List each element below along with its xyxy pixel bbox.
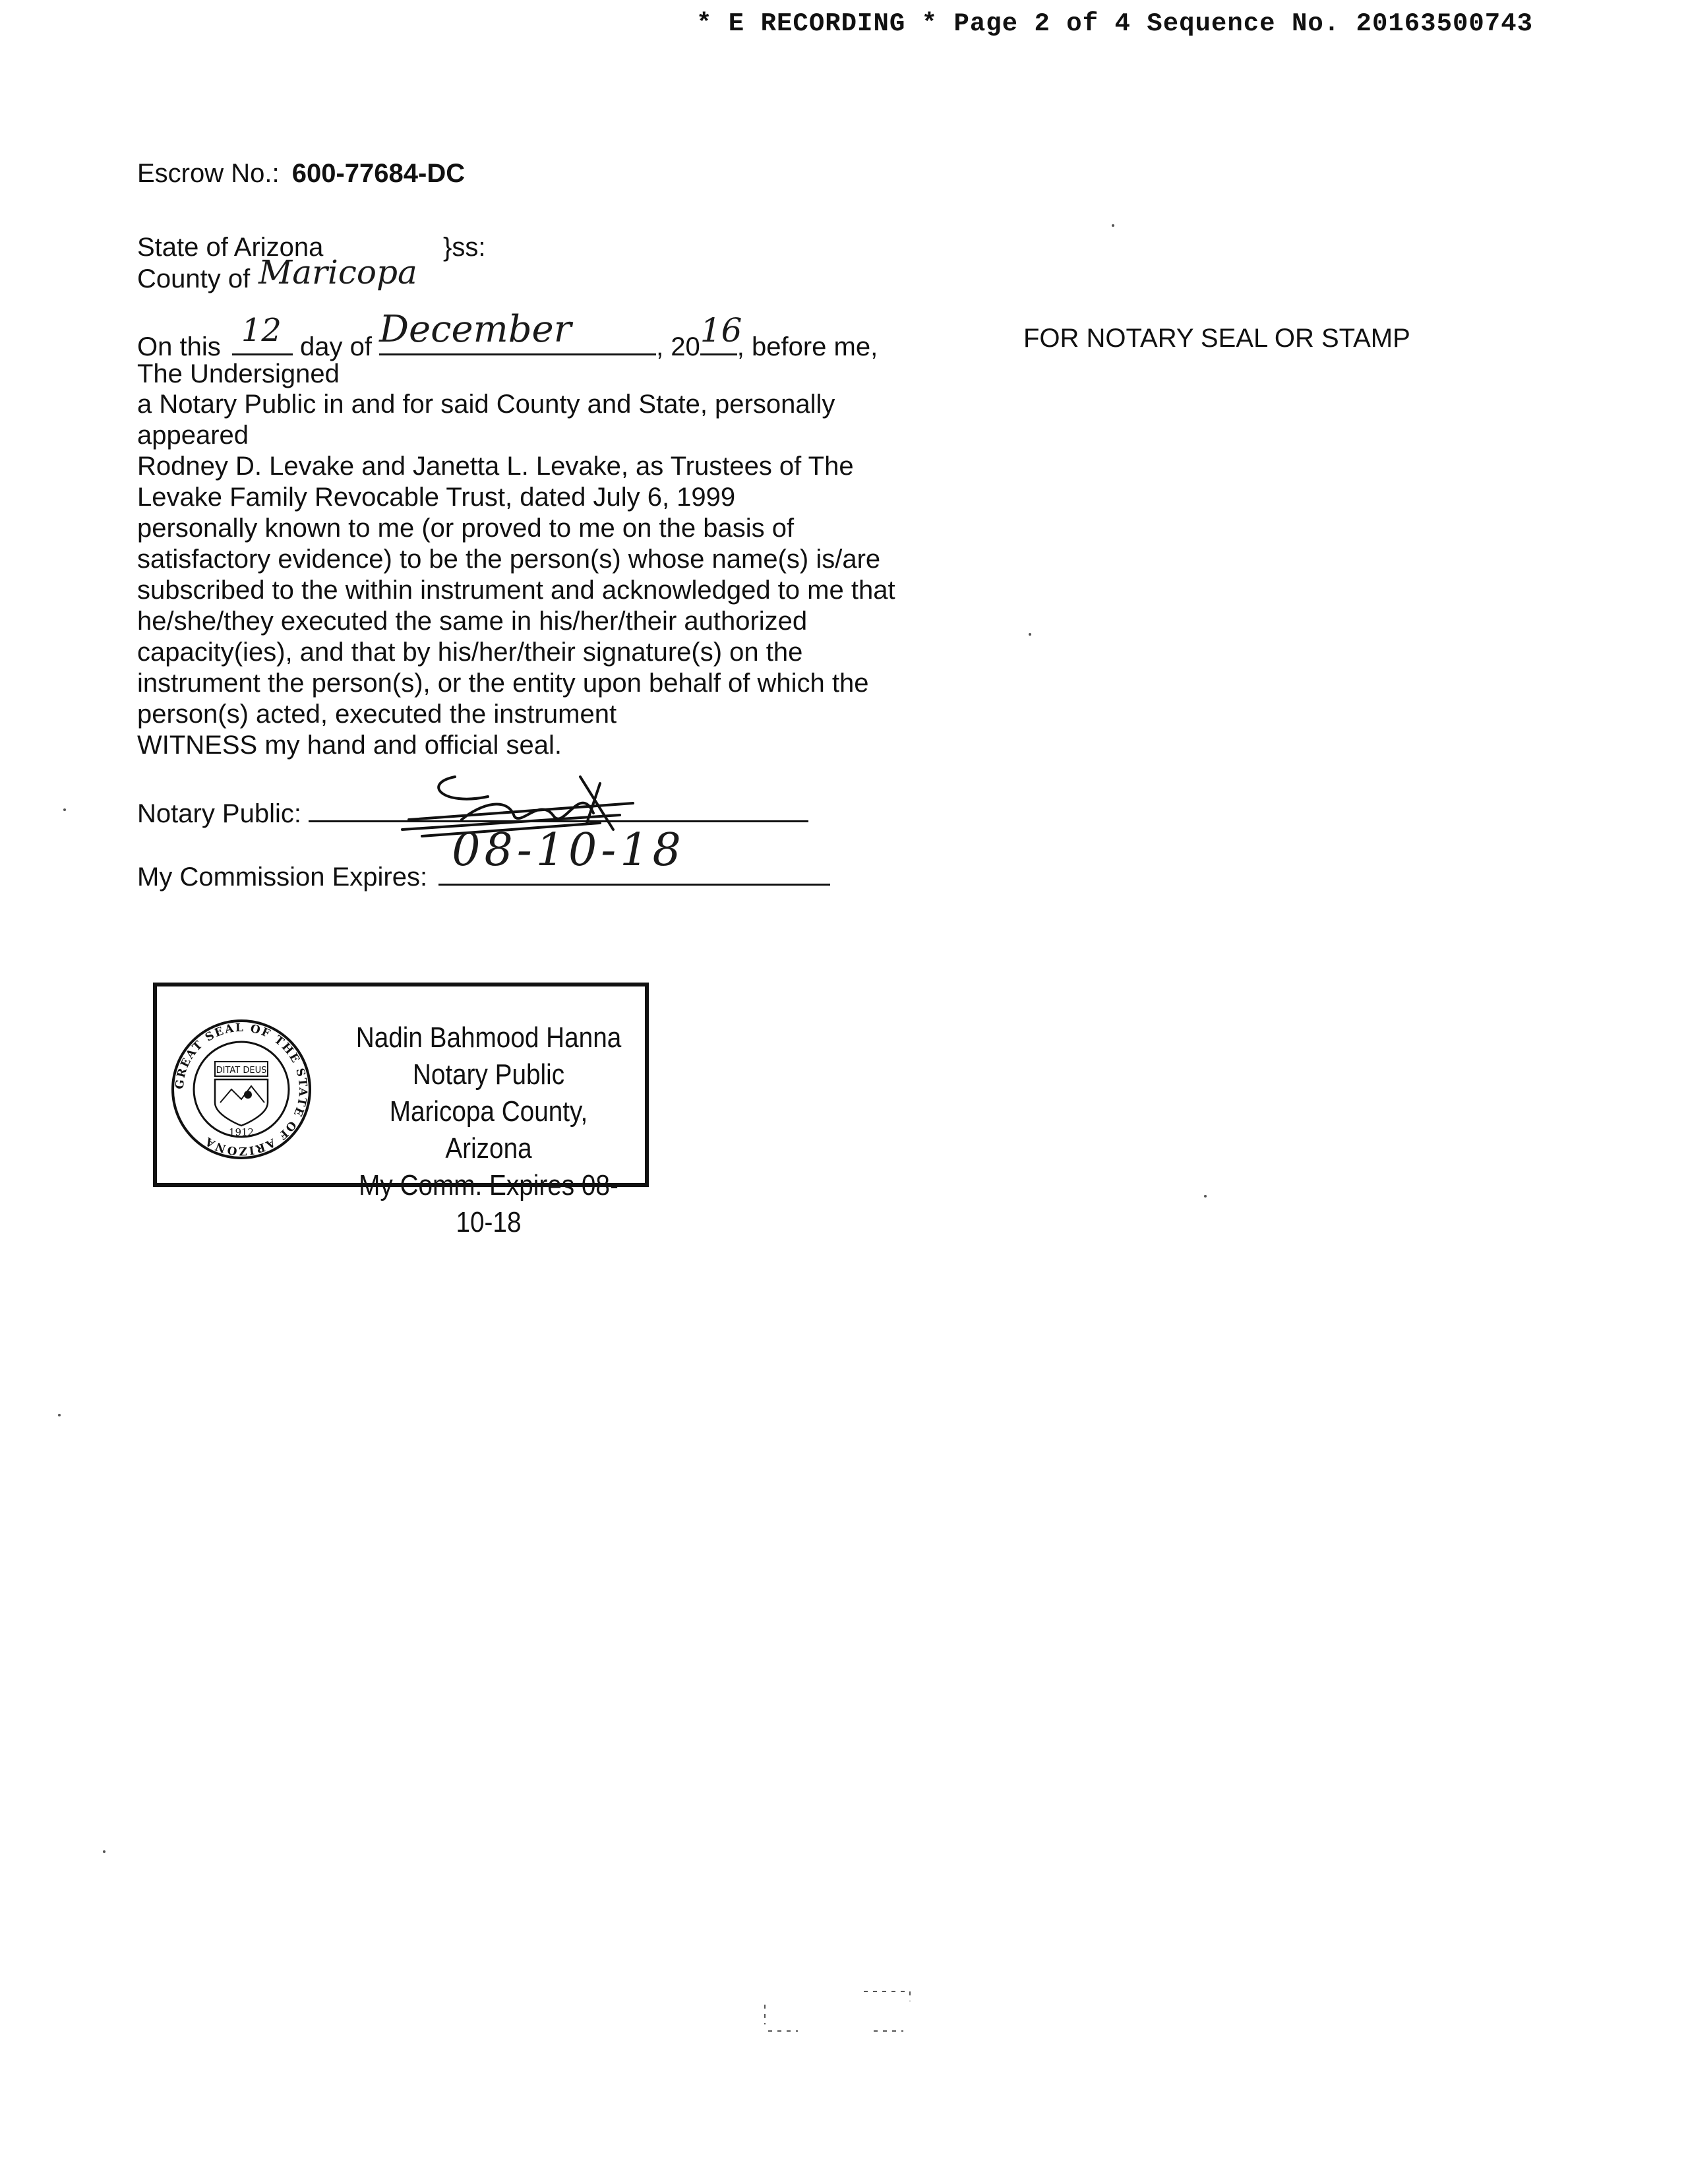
- stamp-title: Notary Public: [412, 1058, 565, 1091]
- seal-box-label: FOR NOTARY SEAL OR STAMP: [1023, 324, 1410, 353]
- ss-label: }ss:: [443, 233, 486, 262]
- year-blank: [700, 311, 742, 355]
- ack-line: personally known to me (or proved to me on the basis of: [137, 514, 795, 543]
- scan-speck: [58, 1414, 61, 1416]
- day-of-label: day of: [299, 332, 372, 361]
- arizona-seal-icon: [169, 1017, 314, 1162]
- ack-line: instrument the person(s), or the entity upon behalf of which the: [137, 669, 869, 698]
- scan-speck: [103, 1850, 106, 1853]
- escrow-label: Escrow No.:: [137, 159, 280, 188]
- notary-public-label: Notary Public:: [137, 799, 301, 828]
- recording-header: * E RECORDING * Page 2 of 4 Sequence No. 20163500743: [696, 9, 1533, 38]
- county-label: County of: [137, 264, 251, 293]
- state-label: State of Arizona: [137, 233, 324, 262]
- scan-speck: [1029, 633, 1031, 636]
- commission-line: [137, 824, 830, 893]
- commission-label: My Commission Expires:: [137, 863, 428, 892]
- notary-stamp: [153, 983, 649, 1238]
- stamp-text-block: [346, 1019, 630, 1241]
- commission-blank: [438, 824, 830, 886]
- year-prefix: , 20: [656, 332, 700, 361]
- scan-speck: [1204, 1195, 1207, 1198]
- date-line: [137, 308, 878, 363]
- undersigned-label: The Undersigned: [137, 359, 340, 388]
- stamp-name: Nadin Bahmood Hanna: [355, 1021, 622, 1054]
- svg-text:GREAT SEAL OF THE STATE OF ARI: GREAT SEAL OF THE STATE OF ARIZONA: [173, 1021, 310, 1158]
- scan-artifact: [758, 1985, 930, 2044]
- ack-line: a Notary Public in and for said County and State, personally: [137, 390, 835, 419]
- ack-line: appeared: [137, 421, 249, 450]
- ack-line: person(s) acted, executed the instrument: [137, 700, 617, 729]
- ack-line: satisfactory evidence) to be the person(s) whose name(s) is/are: [137, 545, 881, 574]
- escrow-line: [137, 158, 465, 189]
- commission-handwritten: 08-10-18: [452, 824, 685, 876]
- ack-line: capacity(ies), and that by his/her/their signature(s) on the: [137, 638, 803, 667]
- svg-text:DITAT DEUS: DITAT DEUS: [216, 1066, 267, 1076]
- ack-line: subscribed to the within instrument and acknowledged to me that: [137, 576, 895, 605]
- svg-text:1912: 1912: [228, 1126, 255, 1138]
- year-handwritten: 16: [700, 311, 742, 349]
- month-blank: [379, 308, 656, 355]
- stamp-expires: My Comm. Expires 08-10-18: [359, 1169, 618, 1238]
- witness-line: WITNESS my hand and official seal.: [137, 731, 562, 760]
- acknowledgment-paragraph: [137, 389, 968, 761]
- before-me-label: , before me,: [737, 332, 878, 361]
- scan-speck: [1112, 224, 1114, 227]
- ack-line: he/she/they executed the same in his/her/their authorized: [137, 607, 808, 636]
- escrow-number: 600-77684-DC: [291, 159, 466, 188]
- day-blank: [232, 312, 293, 355]
- ack-line: Levake Family Revocable Trust, dated July 6, 1999: [137, 483, 736, 512]
- ack-line: Rodney D. Levake and Janetta L. Levake, as Trustees of The: [137, 452, 854, 481]
- county-handwritten: Maricopa: [258, 253, 417, 291]
- stamp-county: Maricopa County, Arizona: [389, 1095, 588, 1165]
- month-handwritten: December: [379, 308, 572, 351]
- on-this-label: On this: [137, 332, 221, 361]
- scan-speck: [63, 808, 66, 811]
- day-handwritten: 12: [241, 312, 282, 349]
